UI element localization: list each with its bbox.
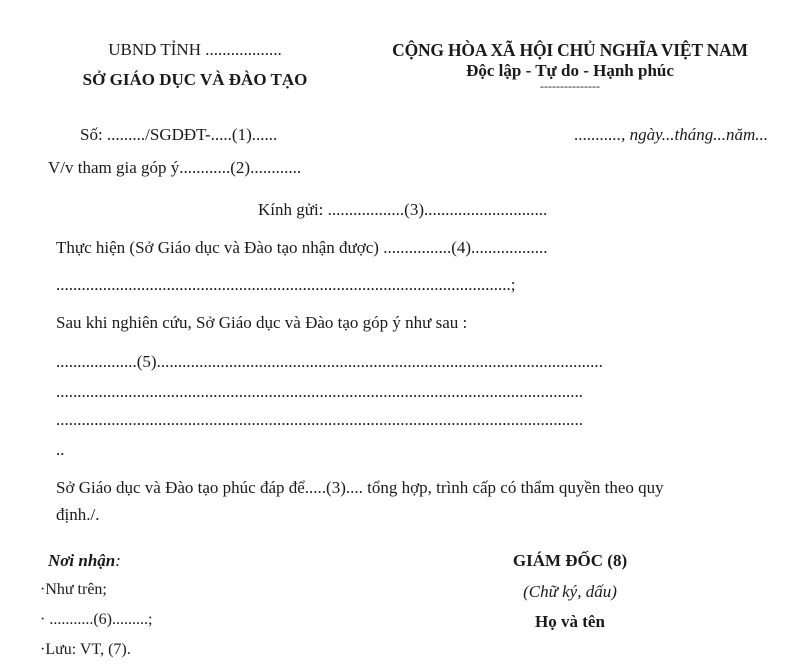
document-subject: V/v tham gia góp ý............(2)............ (48, 158, 302, 177)
recipients-heading (48, 551, 121, 571)
recipient-item: ·Như trên; (40, 581, 107, 598)
agency-name: SỞ GIÁO DỤC VÀ ĐÀO TẠO (82, 70, 308, 89)
national-title: CỘNG HÒA XÃ HỘI CHỦ NGHĨA VIỆT NAM (392, 40, 748, 60)
recipients-heading-colon: : (115, 551, 121, 570)
addressee-line: Kính gửi: ..................(3)............................. (258, 200, 548, 219)
recipient-item: · ...........(6).........; (40, 611, 153, 628)
comments-placeholder-line-1: ...................(5)......................................................................................................... (56, 352, 603, 371)
signer-name: Họ và tên (535, 612, 605, 631)
signer-title: GIÁM ĐỐC (8) (512, 551, 628, 570)
body-paragraph-comments-lead: Sau khi nghiên cứu, Sở Giáo dục và Đào tạo góp ý như sau : (56, 313, 468, 332)
motto-underline: --------------- (540, 79, 600, 93)
recipients-heading-label: Nơi nhận (48, 551, 116, 570)
recipient-item: ·Lưu: VT, (7). (40, 641, 131, 658)
document-number: Số: ........./SGDĐT-.....(1)...... (80, 125, 278, 144)
body-paragraph-intro: Thực hiện (Sở Giáo dục và Đào tạo nhận được) ................(4).................. (56, 238, 548, 257)
document-date: ..........., ngày...tháng...năm... (574, 125, 768, 144)
comments-placeholder-line-3: ............................................................................................................................ (56, 410, 583, 429)
comments-placeholder-line-2: ............................................................................................................................ (56, 382, 583, 401)
closing-paragraph-continued: định./. (56, 505, 100, 524)
comments-placeholder-line-4: .. (56, 440, 65, 459)
signature-note: (Chữ ký, dấu) (523, 582, 617, 601)
body-paragraph-intro-continued: ...........................................................................................................; (56, 275, 516, 294)
national-motto: Độc lập - Tự do - Hạnh phúc (466, 61, 674, 80)
agency-parent: UBND TỈNH .................. (108, 40, 282, 59)
closing-paragraph: Sở Giáo dục và Đào tạo phúc đáp để.....(3).... tổng hợp, trình cấp có thẩm quyền theo quy (56, 478, 664, 497)
